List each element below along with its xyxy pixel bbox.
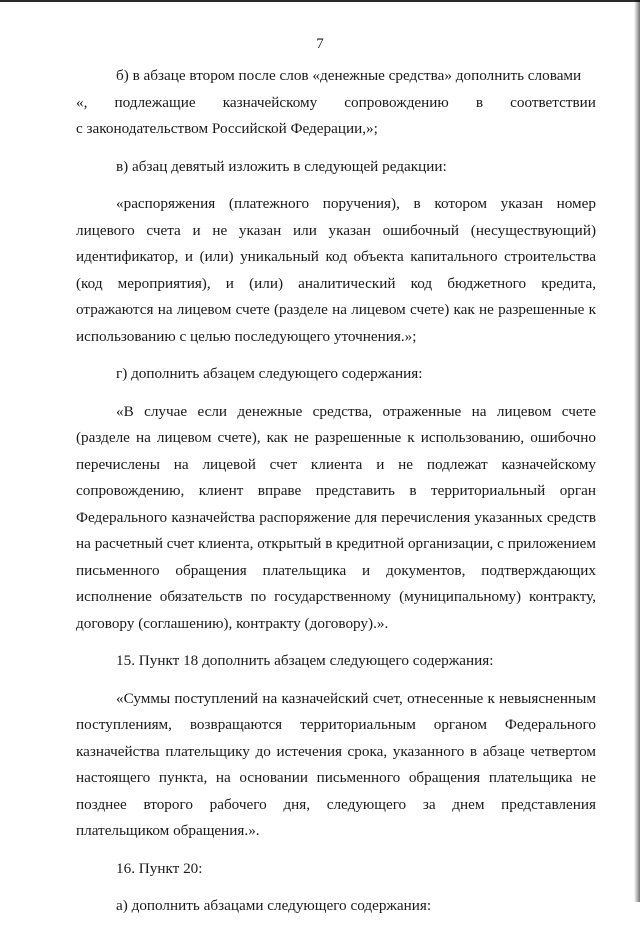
word: в — [475, 93, 484, 111]
paragraph-v: в) абзац девятый изложить в следующей редакции: — [116, 157, 447, 175]
paragraph-v-quote: «распоряжения (платежного поручения), в котором указан номер лицевого счета и не указан или указан ошибочный (несуществующий) идентификатор, и (или) уникальный код объекта капитального строительства (код мероприятия), и (или) аналитический код бюджетного кредита, отражаются на лицевом счете (разделе на лицевом счете) как не разрешенные к использованию с целью последующего уточнения.»; — [76, 195, 596, 345]
paragraph-b-line-3: с законодательством Российской Федерации,»; — [76, 120, 378, 137]
word: соответствии — [510, 93, 596, 111]
paragraph-b — [76, 63, 596, 90]
scan-top-edge — [0, 0, 640, 2]
paragraph-b-line-1: б) в абзаце втором после слов «денежные средства» дополнить словами — [116, 67, 582, 84]
paragraph-g: г) дополнить абзацем следующего содержания: — [116, 365, 423, 382]
paragraph-16: 16. Пункт 20: — [116, 859, 203, 877]
word: казначейскому — [222, 93, 318, 111]
paragraph-b-line-2 — [76, 90, 596, 117]
paragraph-15: 15. Пункт 18 дополнить абзацем следующего содержания: — [116, 652, 494, 669]
scan-right-edge — [634, 0, 640, 902]
paragraph-15-quote: «Суммы поступлений на казначейский счет, отнесенные к невыясненным поступлениям, возвращаются территориальным органом Федерального казначейства плательщику до истечения срока, указанного в абзаце четвертом настоящего пункта, на основании письменного обращения плательщика не позднее второго рабочего дня, следующего за днем представления плательщиком обращения.». — [76, 689, 596, 839]
word: «, — [76, 93, 88, 111]
document-body — [76, 63, 596, 931]
word: сопровождению — [344, 93, 449, 111]
paragraph-g-quote: «В случае если денежные средства, отраженные на лицевом счете (разделе на лицевом счете), как не разрешенные к использованию, ошибочно перечислены на лицевой счет клиента и не подлежат казначейскому сопровождению, клиент вправе представить в территориальный орган Федерального казначейства распоряжение для перечисления указанных средств на расчетный счет клиента, открытый в кредитной организации, с приложением письменного обращения плательщика и документов, подтверждающих исполнение обязательств по государственному (муниципальному) контракту, договору (соглашению), контракту (договору).». — [76, 402, 596, 632]
page-number: 7 — [316, 36, 324, 52]
paragraph-16a: а) дополнить абзацами следующего содержания: — [116, 897, 432, 914]
word: подлежащие — [114, 93, 196, 111]
